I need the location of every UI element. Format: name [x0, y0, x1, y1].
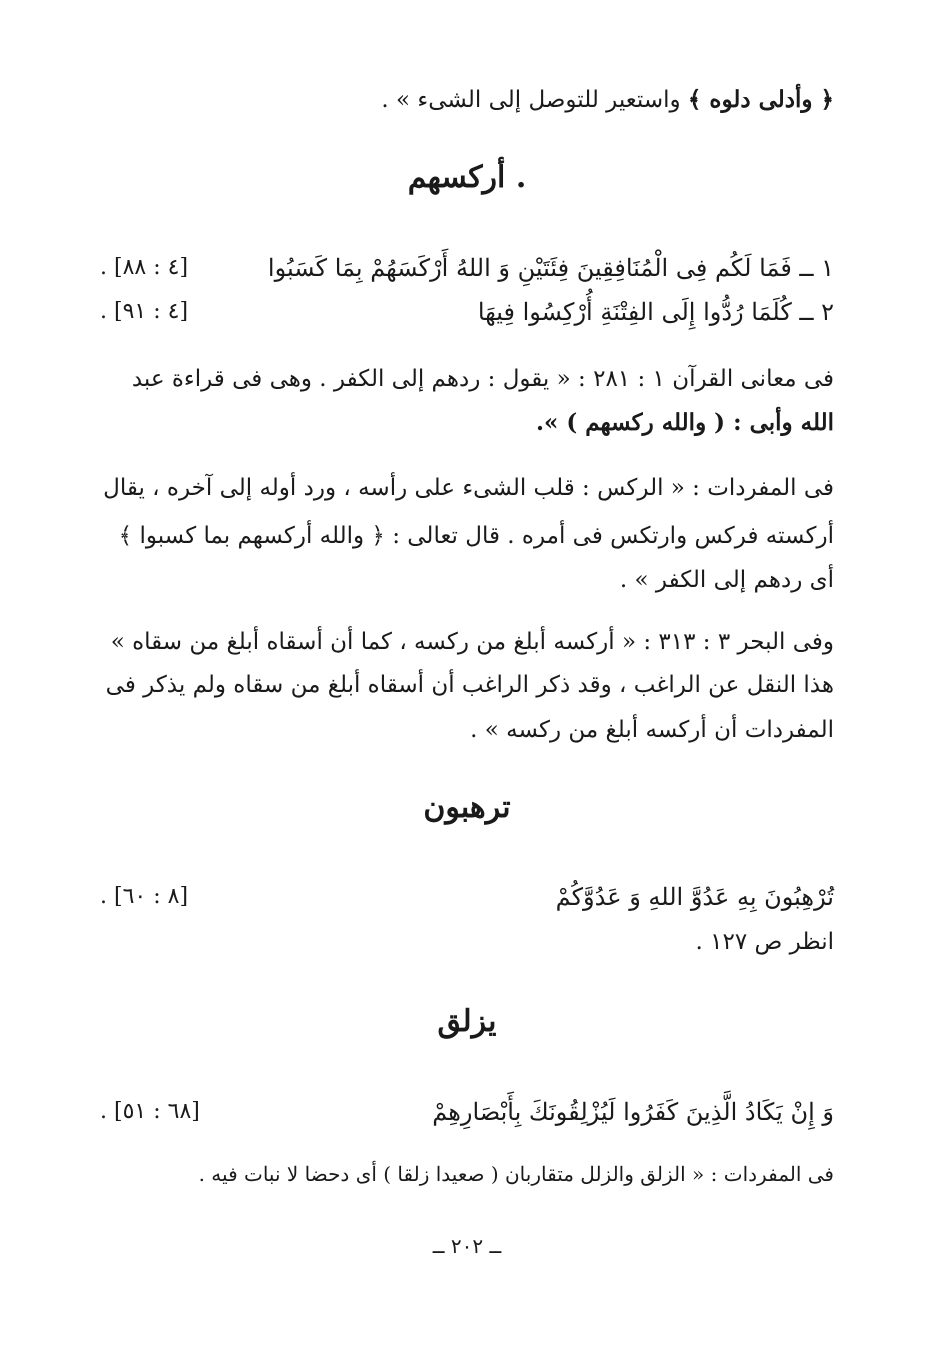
paragraph-line: فى المفردات : « الركس : قلب الشىء على رأسه ، ورد أوله إلى آخره ، يقال: [103, 475, 834, 501]
verse-citation: [٦٨ : ٥١] .: [100, 1099, 200, 1124]
paragraph-line: وفى البحر ٣ : ٣١٣ : « أركسه أبلغ من ركسه ، كما أن أسقاه أبلغ من سقاه »: [110, 629, 834, 655]
page-number: ــ ٢٠٢ ــ: [432, 1234, 502, 1258]
verse-text: ١ ــ فَمَا لَكُم فِى الْمُنَافِقِينَ فِئَتَيْنِ وَ اللهُ أَرْكَسَهُمْ بِمَا كَسَبُوا: [267, 254, 834, 282]
paragraph-line: المفردات أن أركسه أبلغ من ركسه » .: [470, 717, 834, 743]
intro-bold-quote: ﴿ وأدلى دلوه ﴾: [687, 86, 834, 113]
section-heading-arkasahum: أركسهم .: [407, 160, 527, 195]
verse-citation: [٨ : ٦٠] .: [100, 884, 189, 909]
verse-line: [100, 244, 834, 292]
verse-line: [100, 873, 834, 921]
paragraph-line: هذا النقل عن الراغب ، وقد ذكر الراغب أن أسقاه أبلغ من سقاه ولم يذكر فى: [105, 672, 834, 698]
verse-text: تُرْهِبُونَ بِهِ عَدُوَّ اللهِ وَ عَدُوَّكُمْ: [555, 883, 834, 911]
verse-text: وَ إِنْ يَكَادُ الَّذِينَ كَفَرُوا لَيُزْلِقُونَكَ بِأَبْصَارِهِمْ: [432, 1098, 834, 1126]
document-page: [100, 0, 834, 1356]
verse-line: [100, 1088, 834, 1136]
paragraph-line: فى معانى القرآن ١ : ٢٨١ : « يقول : ردهم إلى الكفر . وهى فى قراءة عبد: [131, 366, 834, 392]
intro-rest: واستعير للتوصل إلى الشىء » .: [381, 87, 688, 113]
section-heading-turhibun: ترهبون: [423, 790, 511, 825]
section-heading-yuzliq: يزلق: [437, 1004, 497, 1039]
verse-citation: [٤ : ٨٨] .: [100, 255, 189, 280]
paragraph-line: أى ردهم إلى الكفر » .: [619, 567, 834, 593]
paragraph-line: انظر ص ١٢٧ .: [695, 929, 834, 955]
paragraph-line: الله وأبى : ( والله ركسهم ) ».: [535, 409, 834, 436]
paragraph-line: أركسته فركس وارتكس فى أمره . قال تعالى : ﴿ والله أركسهم بما كسبوا ﴾: [118, 523, 834, 549]
verse-citation: [٤ : ٩١] .: [100, 299, 189, 324]
intro-line: [100, 76, 834, 124]
verse-text: ٢ ــ كُلَمَا رُدُّوا إِلَى الفِتْنَةِ أُرْكِسُوا فِيهَا: [477, 298, 834, 326]
paragraph-line: فى المفردات : « الزلق والزلل متقاربان ( صعيدا زلقا ) أى دحضا لا نبات فيه .: [198, 1162, 834, 1186]
verse-line: [100, 288, 834, 336]
